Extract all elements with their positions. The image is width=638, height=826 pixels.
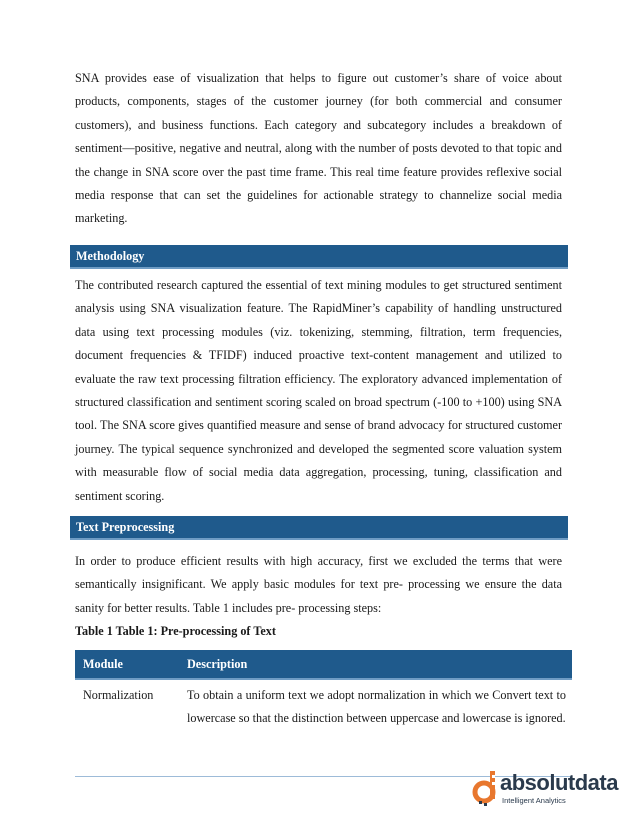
logo-tagline: Intelligent Analytics: [502, 796, 566, 805]
description-cell: To obtain a uniform text we adopt normalization in which we Convert text to lowercase so that the distinction between uppercase and lowercase is ignored.: [179, 679, 572, 776]
text-preprocessing-heading: Text Preprocessing: [70, 516, 568, 540]
module-cell: Normalization: [75, 679, 179, 776]
absolutdata-logo-icon: [470, 769, 504, 809]
methodology-paragraph: The contributed research captured the essential of text mining modules to get structured sentiment analysis using SNA visualization feature. The RapidMiner’s capability of handling unstructured data using text processing modules (viz. tokenizing, stemming, filtration, term frequencies, document frequencies & TFIDF) induced proactive text-content management and utilized to evaluate the raw text processing filtration efficiency. The exploratory advanced implementation of structured classification and sentiment scoring scaled on broad spectrum (-100 to +100) using SNA tool. The SNA score gives quantified measure and sense of brand advocacy for structured customer journey. The typical sequence synchronized and developed the segmented score valuation system with measurable flow of social media data aggregation, processing, tuning, classification and sentiment scoring.: [75, 278, 562, 503]
methodology-heading: Methodology: [70, 245, 568, 269]
preprocessing-table: [75, 650, 572, 777]
intro-paragraph: SNA provides ease of visualization that helps to figure out customer’s share of voice about products, components, stages of the customer journey (for both commercial and consumer customers), and business functions. Each category and subcategory includes a breakdown of sentiment—positive, negative and neutral, along with the number of posts devoted to that topic and the change in SNA score over the past time frame. This real time feature provides reflexive social media response that can set the guidelines for actionable strategy to channelize social media marketing.: [75, 71, 562, 226]
preprocessing-paragraph: In order to produce efficient results with high accuracy, first we excluded the terms that were semantically insignificant. We apply basic modules for text pre- processing we ensure the data sanity for better results. Table 1 includes pre- processing steps:: [75, 554, 562, 615]
absolutdata-logo: [470, 769, 618, 809]
table-caption: Table 1 Table 1: Pre-processing of Text: [75, 624, 276, 638]
logo-wordmark: absolutdata: [500, 770, 618, 795]
table-header-row: [75, 650, 572, 679]
description-column-header: Description: [179, 650, 572, 679]
module-column-header: Module: [75, 650, 179, 679]
table-row: [75, 679, 572, 776]
